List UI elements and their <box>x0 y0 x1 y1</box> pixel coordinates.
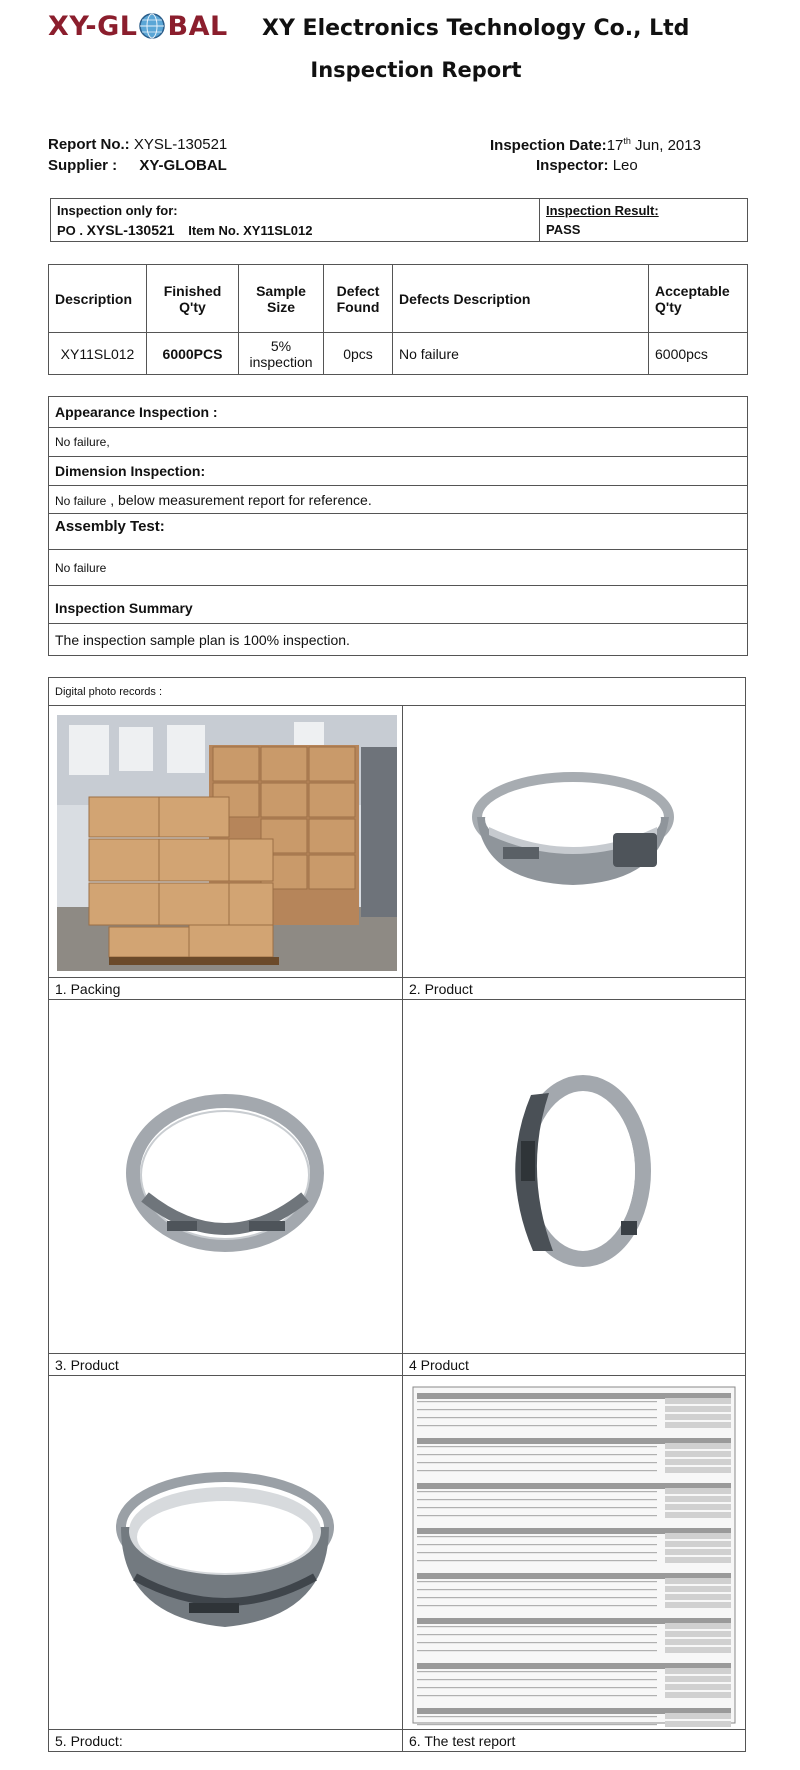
caption-6: 6. The test report <box>403 1730 746 1752</box>
report-row-line <box>417 1409 657 1410</box>
report-row-shade <box>665 1512 731 1518</box>
report-row-line <box>417 1605 657 1606</box>
caption-4: 4 Product <box>403 1354 746 1376</box>
report-row-shade <box>665 1488 731 1494</box>
header-sample-size: Sample Size <box>239 265 324 333</box>
report-row-line <box>417 1626 657 1627</box>
ring-product-image-3 <box>49 1001 401 1353</box>
report-row-shade <box>665 1496 731 1502</box>
report-row-shade <box>665 1557 731 1563</box>
report-no-label: Report No.: <box>48 136 130 153</box>
date-suffix: th <box>623 136 631 146</box>
logo-text-left: XY-GL <box>48 10 138 42</box>
report-row-shade <box>665 1578 731 1584</box>
report-row-line <box>417 1642 657 1643</box>
caption-5: 5. Product: <box>49 1730 403 1752</box>
report-row-line <box>417 1536 657 1537</box>
report-row-shade <box>665 1398 731 1404</box>
report-row-line <box>417 1425 657 1426</box>
report-row-line <box>417 1687 657 1688</box>
report-no-value: XYSL-130521 <box>133 136 228 153</box>
report-row-line <box>417 1454 657 1455</box>
inspector-value: Leo <box>612 157 638 174</box>
report-row-shade <box>665 1668 731 1674</box>
result-label: Inspection Result: <box>546 203 659 218</box>
report-row-shade <box>665 1422 731 1428</box>
table-header-row <box>49 265 748 333</box>
report-row-shade <box>665 1541 731 1547</box>
cell-defect-found: 0pcs <box>324 333 393 375</box>
company-name: XY Electronics Technology Co., Ltd <box>262 16 690 41</box>
item-value: XY11SL012 <box>243 223 313 238</box>
item-label: Item No. <box>188 223 244 238</box>
caption-2: 2. Product <box>403 978 746 1000</box>
report-row-shade <box>665 1549 731 1555</box>
summary-text: The inspection sample plan is 100% inspection. <box>49 624 748 656</box>
report-row-shade <box>665 1639 731 1645</box>
appearance-heading: Appearance Inspection : <box>49 397 748 428</box>
report-row-line <box>417 1589 657 1590</box>
assembly-heading: Assembly Test: <box>49 514 748 550</box>
report-row-line <box>417 1417 657 1418</box>
table-row <box>49 333 748 375</box>
inspection-for-box <box>50 198 748 242</box>
summary-heading: Inspection Summary <box>49 586 748 624</box>
report-row-shade <box>665 1692 731 1698</box>
appearance-result: No failure, <box>49 428 748 457</box>
report-row-line <box>417 1499 657 1500</box>
photo-product-2 <box>403 706 746 978</box>
report-row-shade <box>665 1414 731 1420</box>
cell-sample-size: 5% inspection <box>239 333 324 375</box>
cell-finished-qty: 6000PCS <box>147 333 239 375</box>
report-row-line <box>417 1597 657 1598</box>
report-row-line <box>417 1446 657 1447</box>
report-row-line <box>417 1671 657 1672</box>
dimension-heading: Dimension Inspection: <box>49 457 748 486</box>
header-defect-found: Defect Found <box>324 265 393 333</box>
ring-product-image-2 <box>403 707 743 977</box>
report-row-shade <box>665 1451 731 1457</box>
logo-text-right: BAL <box>167 10 228 42</box>
inspector <box>536 157 638 174</box>
po-item-line <box>57 222 533 238</box>
cell-description: XY11SL012 <box>49 333 147 375</box>
cell-defects-description: No failure <box>393 333 649 375</box>
report-row-line <box>417 1581 657 1582</box>
report-row-shade <box>665 1594 731 1600</box>
caption-3: 3. Product <box>49 1354 403 1376</box>
report-row-line <box>417 1552 657 1553</box>
date-rest: Jun, 2013 <box>630 137 701 154</box>
date-day: 17 <box>606 137 624 154</box>
cell-acceptable-qty: 6000pcs <box>649 333 748 375</box>
photo-product-4 <box>403 1000 746 1354</box>
report-row-line <box>417 1491 657 1492</box>
report-row-shade <box>665 1443 731 1449</box>
report-row-line <box>417 1634 657 1635</box>
photo-product-3 <box>49 1000 403 1354</box>
header-acceptable-qty: Acceptable Q'ty <box>649 265 748 333</box>
report-title: Inspection Report <box>310 58 522 82</box>
globe-icon <box>138 12 166 40</box>
photo-records <box>48 677 746 1752</box>
report-row-line <box>417 1560 657 1561</box>
photo-test-report <box>403 1376 746 1730</box>
caption-1: 1. Packing <box>49 978 403 1000</box>
inspector-label: Inspector: <box>536 157 609 174</box>
inspection-date <box>490 136 701 154</box>
header-defects-description: Defects Description <box>393 265 649 333</box>
report-row-line <box>417 1462 657 1463</box>
report-row-shade <box>665 1676 731 1682</box>
result-value: PASS <box>546 222 581 237</box>
inspection-for-label: Inspection only for: <box>57 203 178 218</box>
inspection-table <box>48 264 748 375</box>
photo-product-5 <box>49 1376 403 1730</box>
report-row-shade <box>665 1721 731 1727</box>
report-row-shade <box>665 1602 731 1608</box>
packing-photo-image <box>49 707 401 977</box>
header-finished-qty: Finished Q'ty <box>147 265 239 333</box>
report-row-shade <box>665 1647 731 1653</box>
inspection-sections <box>48 396 748 656</box>
report-row-shade <box>665 1406 731 1412</box>
report-row-line <box>417 1724 657 1725</box>
photo-records-header: Digital photo records : <box>49 678 746 706</box>
report-row-line <box>417 1544 657 1545</box>
report-row-shade <box>665 1623 731 1629</box>
supplier-value: XY-GLOBAL <box>139 157 227 174</box>
test-report-image <box>403 1377 743 1729</box>
company-logo <box>48 8 228 44</box>
dimension-result-a: No failure <box>55 493 107 508</box>
inspection-result-cell <box>540 199 748 242</box>
header-description: Description <box>49 265 147 333</box>
assembly-result: No failure <box>49 550 748 586</box>
date-label: Inspection Date: <box>490 137 607 154</box>
report-row-line <box>417 1470 657 1471</box>
report-row-shade <box>665 1631 731 1637</box>
ring-product-image-4 <box>403 1001 743 1353</box>
dimension-result <box>49 486 748 514</box>
report-row-line <box>417 1507 657 1508</box>
report-row-shade <box>665 1684 731 1690</box>
report-row-shade <box>665 1586 731 1592</box>
inspection-for-cell <box>51 199 540 242</box>
report-row-shade <box>665 1504 731 1510</box>
report-number <box>48 136 227 153</box>
report-row-line <box>417 1716 657 1717</box>
report-row-line <box>417 1515 657 1516</box>
po-value: XYSL-130521 <box>86 222 175 238</box>
report-row-line <box>417 1650 657 1651</box>
report-row-shade <box>665 1459 731 1465</box>
report-row-shade <box>665 1713 731 1719</box>
report-row-line <box>417 1695 657 1696</box>
supplier-label: Supplier : <box>48 157 118 174</box>
report-row-line <box>417 1679 657 1680</box>
report-row-line <box>417 1401 657 1402</box>
report-row-shade <box>665 1533 731 1539</box>
photo-packing <box>49 706 403 978</box>
supplier <box>48 157 227 174</box>
ring-product-image-5 <box>49 1377 401 1729</box>
dimension-result-b: , below measurement report for reference. <box>106 491 372 508</box>
po-label: PO . <box>57 223 87 238</box>
report-row-shade <box>665 1467 731 1473</box>
